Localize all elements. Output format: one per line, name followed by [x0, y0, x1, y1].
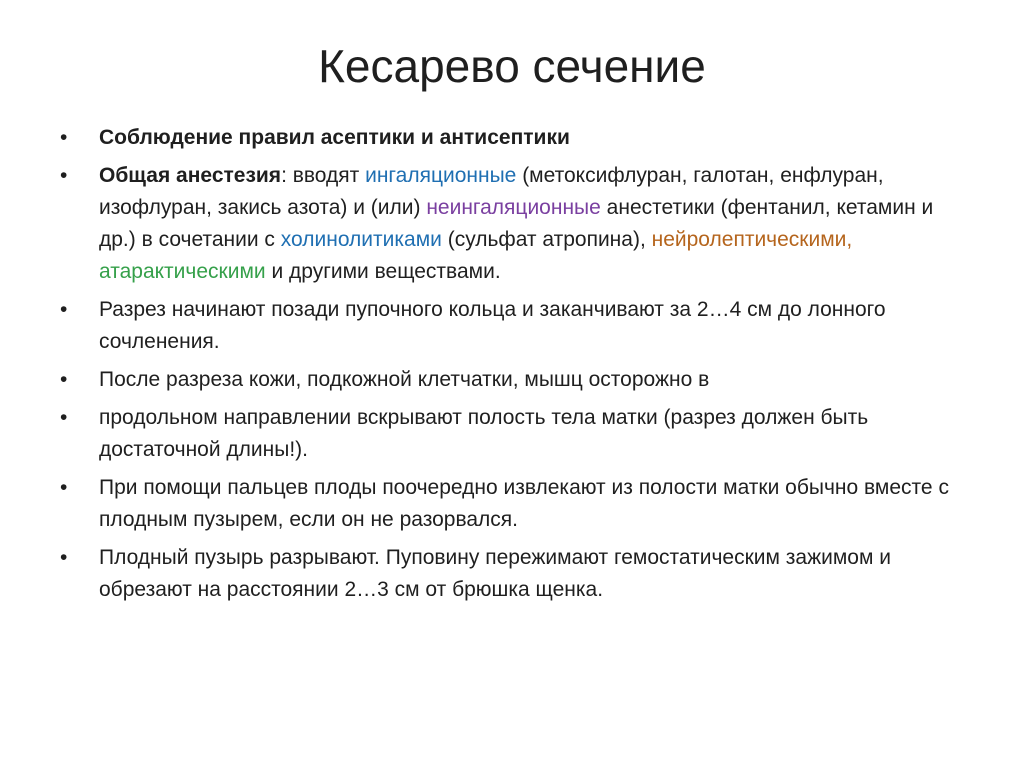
slide-title: Кесарево сечение — [318, 40, 706, 92]
term-cholinolytics: холинолитиками — [280, 228, 442, 251]
bullet-anesthesia — [60, 160, 960, 288]
bullet-icon: • — [60, 406, 68, 429]
term-general-anesthesia: Общая анестезия — [99, 164, 282, 187]
bullet-incision-start — [60, 294, 960, 358]
bullet-text: продольном направлении вскрывают полость тела матки (разрез должен быть достаточной длины!). — [99, 406, 869, 461]
bullet-icon: • — [60, 368, 68, 391]
bullet-uterus-opening — [60, 402, 960, 466]
text-segment: (сульфат атропина), — [441, 228, 652, 251]
bullet-fetus-extraction — [60, 472, 960, 536]
bullet-asepsis — [60, 122, 960, 154]
bullet-umbilical-cord — [60, 542, 960, 606]
term-non-inhalational: неингаляционные — [426, 196, 601, 219]
bullet-text: Соблюдение правил асептики и антисептики — [99, 126, 570, 149]
bullet-icon: • — [60, 126, 68, 149]
term-ataractic: атарактическими — [99, 260, 266, 283]
bullet-text: После разреза кожи, подкожной клетчатки, мышц осторожно в — [99, 368, 710, 391]
bullet-icon: • — [60, 164, 68, 187]
text-segment: и другими веществами. — [265, 260, 501, 283]
term-inhalational: ингаляционные — [365, 164, 517, 187]
bullet-text: Разрез начинают позади пупочного кольца и заканчивают за 2…4 см до лонного сочленения. — [99, 298, 886, 353]
term-neuroleptic: нейролептическими, — [651, 228, 853, 251]
bullet-text: При помощи пальцев плоды поочередно извлекают из полости матки обычно вместе с плодным пузырем, если он не разорвался. — [99, 476, 949, 531]
bullet-icon: • — [60, 476, 68, 499]
bullet-text: Плодный пузырь разрывают. Пуповину пережимают гемостатическим зажимом и обрезают на расстоянии 2…3 см от брюшка щенка. — [99, 546, 891, 601]
bullet-icon: • — [60, 298, 68, 321]
bullet-icon: • — [60, 546, 68, 569]
text-segment: анестетики (фентанил, кетамин и др.) в сочетании с — [99, 196, 934, 251]
bullet-after-incision — [60, 364, 960, 396]
bullet-list — [60, 122, 960, 612]
text-segment: : вводят — [281, 164, 366, 187]
text-segment: (метоксифлуран, галотан, енфлуран, изофлуран, закись азота) и (или) — [99, 164, 884, 219]
